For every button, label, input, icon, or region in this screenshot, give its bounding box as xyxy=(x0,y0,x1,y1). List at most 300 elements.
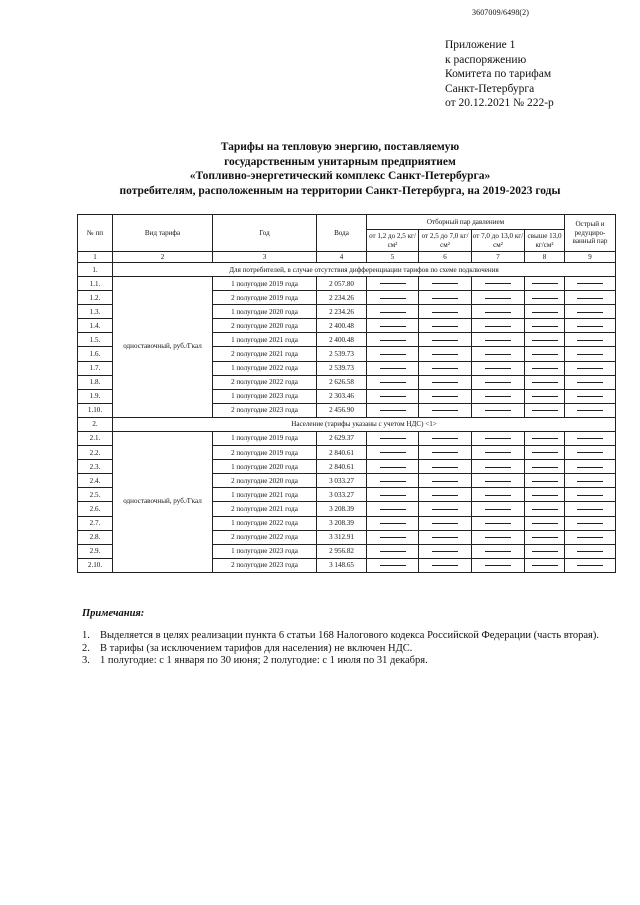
dash-mark xyxy=(532,551,558,552)
empty-tariff-cell xyxy=(565,502,616,516)
empty-tariff-cell xyxy=(525,319,565,333)
empty-tariff-cell xyxy=(367,446,419,460)
period: 2 полугодие 2020 года xyxy=(213,474,317,488)
dash-mark xyxy=(380,509,406,510)
period: 1 полугодие 2020 года xyxy=(213,305,317,319)
dash-mark xyxy=(577,410,603,411)
dash-mark xyxy=(432,509,458,510)
dash-mark xyxy=(532,481,558,482)
empty-tariff-cell xyxy=(525,488,565,502)
dash-mark xyxy=(577,298,603,299)
dash-mark xyxy=(380,410,406,411)
period: 1 полугодие 2022 года xyxy=(213,361,317,375)
empty-tariff-cell xyxy=(565,319,616,333)
row-number: 2.3. xyxy=(78,460,113,474)
empty-tariff-cell xyxy=(367,460,419,474)
dash-mark xyxy=(532,298,558,299)
row-number: 2.8. xyxy=(78,530,113,544)
empty-tariff-cell xyxy=(525,375,565,389)
empty-tariff-cell xyxy=(472,558,525,572)
dash-mark xyxy=(577,452,603,453)
empty-tariff-cell xyxy=(419,389,472,403)
empty-tariff-cell xyxy=(565,488,616,502)
col-number: 6 xyxy=(419,252,472,263)
empty-tariff-cell xyxy=(565,446,616,460)
empty-tariff-cell xyxy=(419,488,472,502)
empty-tariff-cell xyxy=(472,305,525,319)
water-tariff: 3 208.39 xyxy=(317,502,367,516)
period: 1 полугодие 2021 года xyxy=(213,333,317,347)
empty-tariff-cell xyxy=(419,361,472,375)
header-steam-4: свыше 13,0 кг/см² xyxy=(525,230,565,252)
header-steam-2: от 2,5 до 7,0 кг/см² xyxy=(419,230,472,252)
note-item xyxy=(82,630,599,643)
row-number: 2.7. xyxy=(78,516,113,530)
appendix-line: Приложение 1 xyxy=(445,39,516,51)
dash-mark xyxy=(532,312,558,313)
dash-mark xyxy=(432,467,458,468)
dash-mark xyxy=(485,326,511,327)
note-item xyxy=(82,643,599,656)
dash-mark xyxy=(485,565,511,566)
col-number: 8 xyxy=(525,252,565,263)
dash-mark xyxy=(432,298,458,299)
dash-mark xyxy=(532,340,558,341)
period: 2 полугодие 2021 года xyxy=(213,347,317,361)
table-row xyxy=(78,431,616,445)
row-number: 2.4. xyxy=(78,474,113,488)
dash-mark xyxy=(532,382,558,383)
note-item xyxy=(82,655,599,668)
water-tariff: 2 400.48 xyxy=(317,319,367,333)
empty-tariff-cell xyxy=(525,446,565,460)
empty-tariff-cell xyxy=(525,403,565,417)
dash-mark xyxy=(432,354,458,355)
dash-mark xyxy=(485,467,511,468)
empty-tariff-cell xyxy=(419,403,472,417)
note-number: 1. xyxy=(82,630,90,641)
dash-mark xyxy=(432,495,458,496)
empty-tariff-cell xyxy=(367,558,419,572)
empty-tariff-cell xyxy=(565,474,616,488)
period: 1 полугодие 2021 года xyxy=(213,488,317,502)
empty-tariff-cell xyxy=(419,530,472,544)
empty-tariff-cell xyxy=(367,488,419,502)
header-steam-1: от 1,2 до 2,5 кг/см² xyxy=(367,230,419,252)
dash-mark xyxy=(485,396,511,397)
dash-mark xyxy=(577,368,603,369)
dash-mark xyxy=(432,382,458,383)
water-tariff: 2 456.90 xyxy=(317,403,367,417)
section-number: 2. xyxy=(78,417,113,431)
dash-mark xyxy=(577,537,603,538)
dash-mark xyxy=(577,467,603,468)
empty-tariff-cell xyxy=(472,516,525,530)
period: 2 полугодие 2022 года xyxy=(213,375,317,389)
row-number: 1.8. xyxy=(78,375,113,389)
empty-tariff-cell xyxy=(565,333,616,347)
col-number: 9 xyxy=(565,252,616,263)
dash-mark xyxy=(432,396,458,397)
empty-tariff-cell xyxy=(525,361,565,375)
row-number: 2.9. xyxy=(78,544,113,558)
dash-mark xyxy=(380,565,406,566)
empty-tariff-cell xyxy=(472,431,525,445)
section-header-row xyxy=(78,417,616,431)
water-tariff: 2 234.26 xyxy=(317,291,367,305)
empty-tariff-cell xyxy=(565,375,616,389)
empty-tariff-cell xyxy=(472,544,525,558)
water-tariff: 2 840.61 xyxy=(317,446,367,460)
dash-mark xyxy=(380,551,406,552)
dash-mark xyxy=(380,312,406,313)
title-line: государственным унитарным предприятием xyxy=(224,155,456,168)
dash-mark xyxy=(432,368,458,369)
tariff-type: одноставочный, руб./Гкал xyxy=(113,277,213,418)
empty-tariff-cell xyxy=(419,375,472,389)
appendix-line: Санкт-Петербурга xyxy=(445,82,535,95)
dash-mark xyxy=(432,452,458,453)
dash-mark xyxy=(432,551,458,552)
empty-tariff-cell xyxy=(367,347,419,361)
empty-tariff-cell xyxy=(367,544,419,558)
period: 1 полугодие 2022 года xyxy=(213,516,317,530)
empty-tariff-cell xyxy=(565,389,616,403)
water-tariff: 3 148.65 xyxy=(317,558,367,572)
row-number: 1.6. xyxy=(78,347,113,361)
dash-mark xyxy=(532,495,558,496)
section-title: Население (тарифы указаны с учетом НДС) <1> xyxy=(113,417,616,431)
dash-mark xyxy=(432,438,458,439)
empty-tariff-cell xyxy=(525,333,565,347)
empty-tariff-cell xyxy=(525,530,565,544)
dash-mark xyxy=(485,298,511,299)
dash-mark xyxy=(485,283,511,284)
water-tariff: 2 234.26 xyxy=(317,305,367,319)
dash-mark xyxy=(577,481,603,482)
empty-tariff-cell xyxy=(419,558,472,572)
dash-mark xyxy=(577,283,603,284)
water-tariff: 2 539.73 xyxy=(317,347,367,361)
empty-tariff-cell xyxy=(565,431,616,445)
empty-tariff-cell xyxy=(419,460,472,474)
period: 2 полугодие 2023 года xyxy=(213,558,317,572)
dash-mark xyxy=(380,523,406,524)
dash-mark xyxy=(532,537,558,538)
title-line: потребителям, расположенным на территории Санкт-Петербурга, на 2019-2023 годы xyxy=(119,184,561,197)
dash-mark xyxy=(380,495,406,496)
empty-tariff-cell xyxy=(367,319,419,333)
row-number: 1.10. xyxy=(78,403,113,417)
period: 2 полугодие 2020 года xyxy=(213,319,317,333)
appendix-line: к распоряжению xyxy=(445,53,527,66)
col-number: 5 xyxy=(367,252,419,263)
dash-mark xyxy=(485,481,511,482)
empty-tariff-cell xyxy=(472,277,525,291)
empty-tariff-cell xyxy=(419,305,472,319)
dash-mark xyxy=(577,396,603,397)
dash-mark xyxy=(380,340,406,341)
empty-tariff-cell xyxy=(472,530,525,544)
dash-mark xyxy=(432,283,458,284)
col-number: 4 xyxy=(317,252,367,263)
empty-tariff-cell xyxy=(525,558,565,572)
row-number: 2.2. xyxy=(78,446,113,460)
dash-mark xyxy=(380,396,406,397)
empty-tariff-cell xyxy=(367,333,419,347)
empty-tariff-cell xyxy=(565,403,616,417)
empty-tariff-cell xyxy=(367,361,419,375)
empty-tariff-cell xyxy=(565,347,616,361)
column-number-row xyxy=(78,252,616,263)
empty-tariff-cell xyxy=(367,277,419,291)
row-number: 2.10. xyxy=(78,558,113,572)
empty-tariff-cell xyxy=(472,389,525,403)
col-number: 7 xyxy=(472,252,525,263)
empty-tariff-cell xyxy=(419,291,472,305)
water-tariff: 3 312.91 xyxy=(317,530,367,544)
empty-tariff-cell xyxy=(565,530,616,544)
dash-mark xyxy=(485,537,511,538)
dash-mark xyxy=(432,410,458,411)
row-number: 1.5. xyxy=(78,333,113,347)
empty-tariff-cell xyxy=(367,291,419,305)
dash-mark xyxy=(577,382,603,383)
row-number: 1.3. xyxy=(78,305,113,319)
dash-mark xyxy=(577,509,603,510)
dash-mark xyxy=(577,551,603,552)
period: 1 полугодие 2020 года xyxy=(213,460,317,474)
dash-mark xyxy=(485,452,511,453)
dash-mark xyxy=(577,495,603,496)
dash-mark xyxy=(577,312,603,313)
empty-tariff-cell xyxy=(525,291,565,305)
dash-mark xyxy=(532,283,558,284)
period: 2 полугодие 2019 года xyxy=(213,446,317,460)
empty-tariff-cell xyxy=(472,291,525,305)
water-tariff: 2 400.48 xyxy=(317,333,367,347)
dash-mark xyxy=(432,326,458,327)
dash-mark xyxy=(577,340,603,341)
dash-mark xyxy=(485,495,511,496)
dash-mark xyxy=(485,368,511,369)
empty-tariff-cell xyxy=(367,516,419,530)
dash-mark xyxy=(432,523,458,524)
empty-tariff-cell xyxy=(419,333,472,347)
empty-tariff-cell xyxy=(419,347,472,361)
empty-tariff-cell xyxy=(472,375,525,389)
empty-tariff-cell xyxy=(419,474,472,488)
notes-block xyxy=(82,608,599,668)
dash-mark xyxy=(532,467,558,468)
header-water: Вода xyxy=(317,215,367,252)
section-title: Для потребителей, в случае отсутствия дифференциации тарифов по схеме подключения xyxy=(113,263,616,277)
water-tariff: 2 303.46 xyxy=(317,389,367,403)
empty-tariff-cell xyxy=(367,431,419,445)
dash-mark xyxy=(532,452,558,453)
dash-mark xyxy=(532,438,558,439)
water-tariff: 2 057.80 xyxy=(317,277,367,291)
period: 2 полугодие 2021 года xyxy=(213,502,317,516)
empty-tariff-cell xyxy=(419,431,472,445)
dash-mark xyxy=(532,396,558,397)
period: 1 полугодие 2023 года xyxy=(213,544,317,558)
empty-tariff-cell xyxy=(565,460,616,474)
note-text: 1 полугодие: с 1 января по 30 июня; 2 полугодие: с 1 июля по 31 декабря. xyxy=(100,655,428,667)
empty-tariff-cell xyxy=(472,347,525,361)
dash-mark xyxy=(485,509,511,510)
water-tariff: 3 033.27 xyxy=(317,474,367,488)
dash-mark xyxy=(532,354,558,355)
water-tariff: 3 033.27 xyxy=(317,488,367,502)
notes-title: Примечания: xyxy=(82,608,145,619)
empty-tariff-cell xyxy=(565,558,616,572)
dash-mark xyxy=(380,438,406,439)
period: 1 полугодие 2019 года xyxy=(213,431,317,445)
empty-tariff-cell xyxy=(367,305,419,319)
water-tariff: 2 539.73 xyxy=(317,361,367,375)
appendix-block xyxy=(445,38,554,111)
water-tariff: 2 840.61 xyxy=(317,460,367,474)
header-tariff-type: Вид тарифа xyxy=(113,215,213,252)
row-number: 1.9. xyxy=(78,389,113,403)
dash-mark xyxy=(432,565,458,566)
empty-tariff-cell xyxy=(525,474,565,488)
dash-mark xyxy=(577,326,603,327)
row-number: 1.4. xyxy=(78,319,113,333)
empty-tariff-cell xyxy=(367,530,419,544)
empty-tariff-cell xyxy=(419,516,472,530)
tariff-table xyxy=(77,214,616,573)
dash-mark xyxy=(532,565,558,566)
dash-mark xyxy=(380,283,406,284)
note-text: Выделяется в целях реализации пункта 6 статьи 168 Налогового кодекса Российской Федерации (часть вторая). xyxy=(100,630,600,641)
empty-tariff-cell xyxy=(419,544,472,558)
period: 2 полугодие 2022 года xyxy=(213,530,317,544)
document-title xyxy=(40,140,640,198)
dash-mark xyxy=(532,326,558,327)
row-number: 2.1. xyxy=(78,431,113,445)
period: 1 полугодие 2019 года xyxy=(213,277,317,291)
dash-mark xyxy=(577,438,603,439)
dash-mark xyxy=(577,354,603,355)
row-number: 1.1. xyxy=(78,277,113,291)
row-number: 2.6. xyxy=(78,502,113,516)
empty-tariff-cell xyxy=(565,291,616,305)
header-sharp-steam: Острый и редуциро- ванный пар xyxy=(565,215,616,252)
empty-tariff-cell xyxy=(525,516,565,530)
empty-tariff-cell xyxy=(472,488,525,502)
dash-mark xyxy=(577,523,603,524)
dash-mark xyxy=(432,481,458,482)
empty-tariff-cell xyxy=(472,502,525,516)
water-tariff: 3 208.39 xyxy=(317,516,367,530)
dash-mark xyxy=(380,382,406,383)
dash-mark xyxy=(485,340,511,341)
dash-mark xyxy=(485,382,511,383)
empty-tariff-cell xyxy=(565,361,616,375)
dash-mark xyxy=(432,537,458,538)
empty-tariff-cell xyxy=(525,431,565,445)
empty-tariff-cell xyxy=(367,389,419,403)
empty-tariff-cell xyxy=(472,403,525,417)
empty-tariff-cell xyxy=(419,446,472,460)
empty-tariff-cell xyxy=(367,474,419,488)
dash-mark xyxy=(380,537,406,538)
empty-tariff-cell xyxy=(525,347,565,361)
period: 2 полугодие 2023 года xyxy=(213,403,317,417)
header-num: № пп xyxy=(78,215,113,252)
dash-mark xyxy=(432,312,458,313)
dash-mark xyxy=(380,368,406,369)
table-row xyxy=(78,277,616,291)
header-steam-3: от 7,0 до 13,0 кг/см² xyxy=(472,230,525,252)
empty-tariff-cell xyxy=(565,277,616,291)
empty-tariff-cell xyxy=(472,361,525,375)
empty-tariff-cell xyxy=(419,502,472,516)
empty-tariff-cell xyxy=(565,305,616,319)
dash-mark xyxy=(485,354,511,355)
dash-mark xyxy=(485,312,511,313)
title-line: «Топливно-энергетический комплекс Санкт-Петербурга» xyxy=(189,170,491,183)
period: 1 полугодие 2023 года xyxy=(213,389,317,403)
empty-tariff-cell xyxy=(525,460,565,474)
empty-tariff-cell xyxy=(419,319,472,333)
dash-mark xyxy=(485,410,511,411)
document-number: 3607009/6498(2) xyxy=(472,8,530,17)
empty-tariff-cell xyxy=(525,305,565,319)
section-header-row xyxy=(78,263,616,277)
dash-mark xyxy=(380,452,406,453)
empty-tariff-cell xyxy=(472,319,525,333)
note-number: 3. xyxy=(82,655,90,667)
appendix-line: от 20.12.2021 № 222-р xyxy=(445,97,554,109)
empty-tariff-cell xyxy=(525,389,565,403)
tariff-table-body xyxy=(78,263,616,573)
empty-tariff-cell xyxy=(367,375,419,389)
empty-tariff-cell xyxy=(525,277,565,291)
note-number: 2. xyxy=(82,642,90,654)
dash-mark xyxy=(532,523,558,524)
note-text: В тарифы (за исключением тарифов для населения) не включен НДС. xyxy=(100,642,413,654)
empty-tariff-cell xyxy=(565,544,616,558)
row-number: 1.7. xyxy=(78,361,113,375)
dash-mark xyxy=(432,340,458,341)
dash-mark xyxy=(380,481,406,482)
header-year: Год xyxy=(213,215,317,252)
empty-tariff-cell xyxy=(472,460,525,474)
dash-mark xyxy=(485,551,511,552)
dash-mark xyxy=(485,438,511,439)
empty-tariff-cell xyxy=(472,333,525,347)
dash-mark xyxy=(485,523,511,524)
section-number: 1. xyxy=(78,263,113,277)
dash-mark xyxy=(532,509,558,510)
empty-tariff-cell xyxy=(525,502,565,516)
title-line: Тарифы на тепловую энергию, поставляемую xyxy=(220,141,460,153)
dash-mark xyxy=(532,368,558,369)
empty-tariff-cell xyxy=(367,403,419,417)
empty-tariff-cell xyxy=(565,516,616,530)
appendix-line: Комитета по тарифам xyxy=(445,68,552,80)
empty-tariff-cell xyxy=(472,446,525,460)
row-number: 2.5. xyxy=(78,488,113,502)
empty-tariff-cell xyxy=(525,544,565,558)
dash-mark xyxy=(380,298,406,299)
tariff-type: одноставочный, руб./Гкал xyxy=(113,431,213,572)
water-tariff: 2 626.58 xyxy=(317,375,367,389)
water-tariff: 2 629.37 xyxy=(317,431,367,445)
